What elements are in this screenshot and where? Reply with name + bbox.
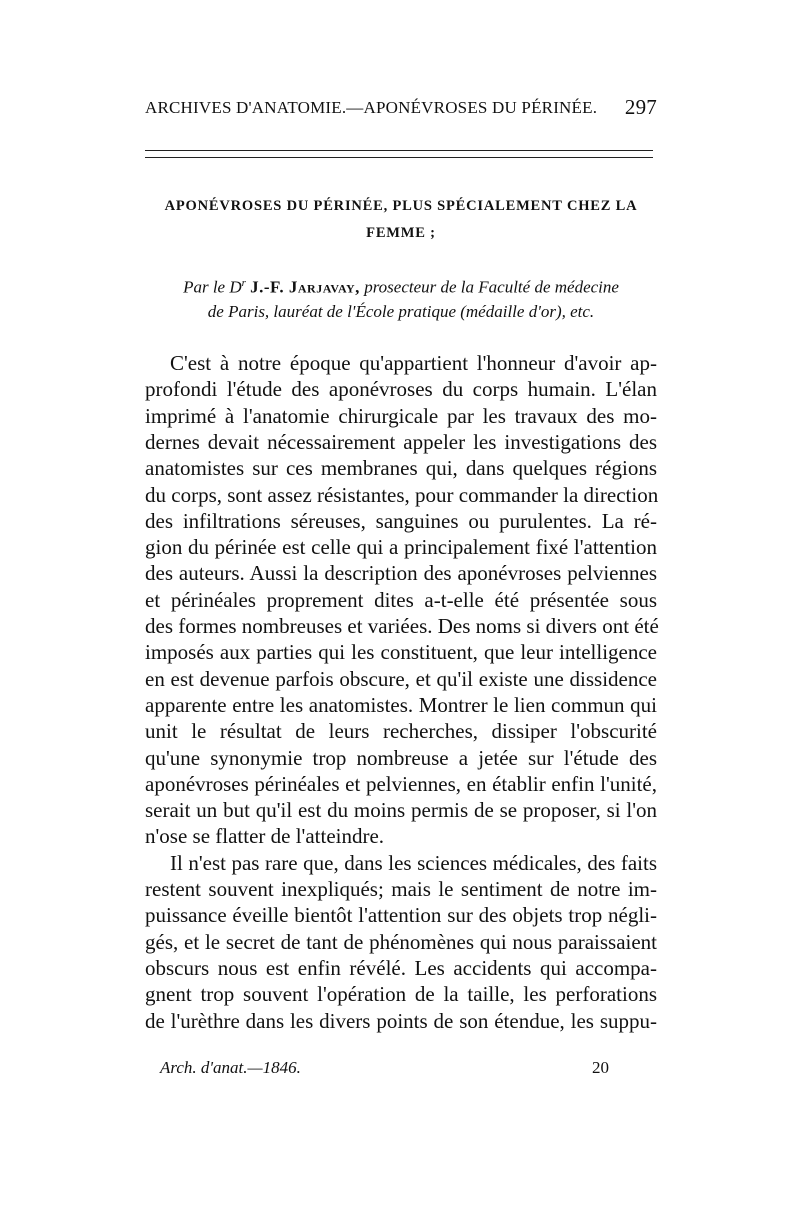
article-title-line-1: APONÉVROSES DU PÉRINÉE, PLUS SPÉCIALEMENT CHEZ LA [164,198,638,214]
text-line: en est devenue parfois obscure, et qu'il existe une dissidence [145,666,657,691]
text-line: Il n'est pas rare que, dans les sciences médicales, des faits [170,850,657,875]
text-line: qu'une synonymie trop nombreuse a jetée sur l'étude des [145,745,657,770]
text-line: profondi l'étude des aponévroses du corps humain. L'élan [145,377,657,402]
footer-signature-number: 20 [592,1058,609,1077]
text-line: des formes nombreuses et variées. Des noms si divers ont été [145,614,659,638]
text-line: gés, et le secret de tant de phénomènes qui nous paraissaient [145,929,657,954]
text-line: des infiltrations séreuses, sanguines ou purulentes. La ré- [145,508,657,533]
text-line: dernes devait nécessairement appeler les investigations des [145,429,657,454]
text-line: restent souvent inexpliqués; mais le sentiment de notre im- [145,877,657,901]
byline-line-2: de Paris, lauréat de l'École pratique (médaille d'or), etc. [207,302,595,321]
text-line: imprimé à l'anatomie chirurgicale par les travaux des mo- [145,403,657,428]
text-line: unit le résultat de leurs recherches, dissiper l'obscurité [145,719,657,744]
text-line: gion du périnée est celle qui a principalement fixé l'attention [145,535,657,560]
text-line: anatomistes sur ces membranes qui, dans quelques régions [145,456,657,481]
byline-line-1 [145,277,657,298]
text-line: de l'urèthre dans les divers points de son étendue, les suppu- [145,1008,657,1033]
text-line: gnent trop souvent l'opération de la taille, les perforations [145,982,657,1007]
double-rule-divider [145,150,653,158]
article-title-line-2: FEMME ; [366,225,436,241]
text-line: et périnéales proprement dites a-t-elle été présentée sous [145,587,657,612]
byline-prefix: Par le D [183,277,242,297]
text-line: serait un but qu'il est du moins permis de se proposer, si l'on [145,798,657,823]
text-line: n'ose se flatter de l'atteindre. [145,824,385,849]
text-line: des auteurs. Aussi la description des aponévroses pelviennes [145,561,657,586]
text-line: apparente entre les anatomistes. Montrer le lien commun qui [145,692,657,717]
byline-affiliation: prosecteur de la Faculté de médecine [364,277,619,297]
text-line: aponévroses périnéales et pelviennes, en établir enfin l'unité, [145,771,657,796]
text-line: puissance éveille bientôt l'attention sur des objets trop négli- [145,903,657,928]
text-line: du corps, sont assez résistantes, pour commander la direction [145,482,659,507]
byline-sup: r [241,277,246,289]
footer-signature: Arch. d'anat.—1846. [160,1058,301,1077]
running-head [145,95,657,119]
text-line: imposés aux parties qui les constituent, que leur intelligence [145,640,657,665]
page-number: 297 [624,95,657,119]
running-head-title: ARCHIVES D'ANATOMIE.—APONÉVROSES DU PÉRINÉE. [145,98,598,117]
text-line: obscurs nous est enfin révélé. Les accidents qui accompa- [145,955,657,980]
byline-author: J.-F. Jarjavay, [250,277,360,297]
text-line: C'est à notre époque qu'appartient l'honneur d'avoir ap- [170,351,657,375]
